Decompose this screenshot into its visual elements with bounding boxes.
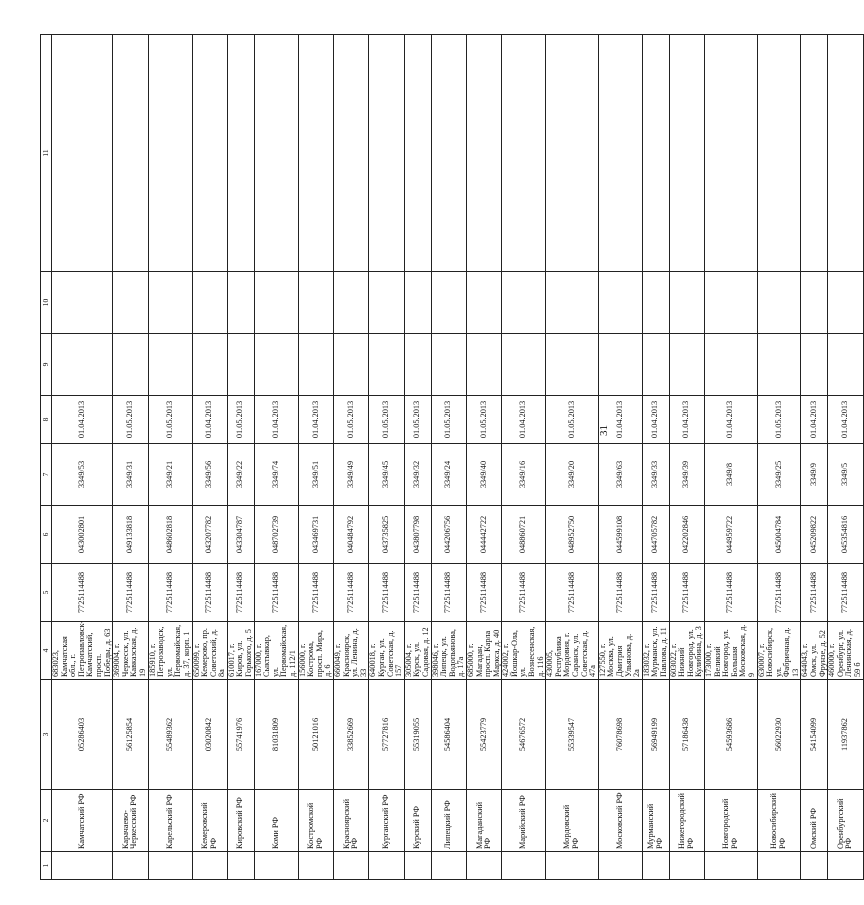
code-cell: 55741976 xyxy=(227,680,254,790)
inn-cell: 7725114488 xyxy=(334,564,369,622)
table-row xyxy=(466,35,501,880)
index-cell xyxy=(227,852,254,880)
account-cell: 3349/56 xyxy=(192,444,227,506)
index-cell xyxy=(298,852,333,880)
empty-cell xyxy=(704,35,757,272)
index-cell xyxy=(113,852,148,880)
address-cell: 630007, г. Новосибирск, ул. Фабричная, д. 13 xyxy=(757,622,801,680)
empty-cell xyxy=(828,272,863,334)
region-cell: Карельский РФ xyxy=(148,790,192,852)
address-cell: 460000, г. Оренбург, ул. Ленинская, д. 59 б xyxy=(828,622,863,680)
empty-cell xyxy=(431,334,466,396)
inn-cell: 7725114488 xyxy=(598,564,642,622)
bik-cell: 044959722 xyxy=(704,506,757,564)
bik-cell: 043469731 xyxy=(298,506,333,564)
code-cell: 57186438 xyxy=(669,680,704,790)
empty-cell xyxy=(192,35,227,272)
index-cell xyxy=(801,852,828,880)
code-cell: 76078698 xyxy=(598,680,642,790)
inn-cell: 7725114488 xyxy=(669,564,704,622)
code-cell: 56125854 xyxy=(113,680,148,790)
region-cell: Липецкий РФ xyxy=(431,790,466,852)
inn-cell: 7725114488 xyxy=(466,564,501,622)
account-cell: 3349/49 xyxy=(334,444,369,506)
account-cell: 3349/31 xyxy=(113,444,148,506)
code-cell: 81031809 xyxy=(254,680,298,790)
region-cell: Кировский РФ xyxy=(227,790,254,852)
date-cell: 01.05.2013 xyxy=(334,396,369,444)
region-cell: Марийский РФ xyxy=(502,790,546,852)
region-cell: Костромской РФ xyxy=(298,790,333,852)
index-cell xyxy=(828,852,863,880)
code-cell: 56022930 xyxy=(757,680,801,790)
region-cell: Новгородский РФ xyxy=(704,790,757,852)
empty-cell xyxy=(598,35,642,272)
code-cell: 05286403 xyxy=(52,680,113,790)
empty-cell xyxy=(298,35,333,272)
bik-cell: 044206756 xyxy=(431,506,466,564)
empty-cell xyxy=(334,334,369,396)
col-header: 1 xyxy=(41,852,52,880)
table-row xyxy=(148,35,192,880)
account-cell: 3349/74 xyxy=(254,444,298,506)
table-row xyxy=(334,35,369,880)
bik-cell: 040484792 xyxy=(334,506,369,564)
inn-cell: 7725114488 xyxy=(801,564,828,622)
col-header: 7 xyxy=(41,444,52,506)
inn-cell: 7725114488 xyxy=(192,564,227,622)
empty-cell xyxy=(113,272,148,334)
account-cell: 3349/63 xyxy=(598,444,642,506)
account-cell: 3349/51 xyxy=(298,444,333,506)
bik-cell: 048860721 xyxy=(502,506,546,564)
empty-cell xyxy=(704,334,757,396)
table-row xyxy=(52,35,113,880)
code-cell: 55489362 xyxy=(148,680,192,790)
address-cell: 610017, г. Киров, ул. Горького, д. 5 xyxy=(227,622,254,680)
empty-cell xyxy=(404,334,431,396)
region-cell: Московский РФ xyxy=(598,790,642,852)
empty-cell xyxy=(52,272,113,334)
empty-cell xyxy=(757,334,801,396)
table-row xyxy=(546,35,599,880)
date-cell: 01.04.2013 xyxy=(502,396,546,444)
empty-cell xyxy=(801,334,828,396)
empty-cell xyxy=(192,334,227,396)
address-cell: 685000, г. Магадан, просп. Карла Маркса, д. 40 xyxy=(466,622,501,680)
index-cell xyxy=(502,852,546,880)
header-row xyxy=(41,35,52,880)
region-cell: Новосибирский РФ xyxy=(757,790,801,852)
empty-cell xyxy=(466,334,501,396)
inn-cell: 7725114488 xyxy=(757,564,801,622)
table-row xyxy=(431,35,466,880)
col-header: 9 xyxy=(41,334,52,396)
region-cell: Оренбургский РФ xyxy=(828,790,863,852)
empty-cell xyxy=(642,272,669,334)
empty-cell xyxy=(828,35,863,272)
address-cell: 430005, Республика Мордовия, г. Саранск, ул. Советская, д. 47а xyxy=(546,622,599,680)
empty-cell xyxy=(598,334,642,396)
code-cell: 33852669 xyxy=(334,680,369,790)
index-cell xyxy=(192,852,227,880)
address-cell: 644043, г. Омск, ул. Фрунзе, д. 52 xyxy=(801,622,828,680)
account-cell: 3349/22 xyxy=(227,444,254,506)
inn-cell: 7725114488 xyxy=(227,564,254,622)
empty-cell xyxy=(298,272,333,334)
inn-cell: 7725114488 xyxy=(546,564,599,622)
account-cell: 3349/25 xyxy=(757,444,801,506)
bik-cell: 043807798 xyxy=(404,506,431,564)
code-cell: 03020842 xyxy=(192,680,227,790)
account-cell: 3349/39 xyxy=(669,444,704,506)
inn-cell: 7725114488 xyxy=(704,564,757,622)
account-cell: 3349/9 xyxy=(801,444,828,506)
index-cell xyxy=(598,852,642,880)
empty-cell xyxy=(431,35,466,272)
index-cell xyxy=(431,852,466,880)
empty-cell xyxy=(334,35,369,272)
empty-cell xyxy=(704,272,757,334)
address-cell: 183032, г. Мурманск, ул. Павлова, д. 11 xyxy=(642,622,669,680)
empty-cell xyxy=(431,272,466,334)
bik-cell: 048602818 xyxy=(148,506,192,564)
col-header: 2 xyxy=(41,790,52,852)
bik-cell: 045354816 xyxy=(828,506,863,564)
region-cell: Магаданский РФ xyxy=(466,790,501,852)
code-cell: 50121016 xyxy=(298,680,333,790)
inn-cell: 7725114488 xyxy=(404,564,431,622)
index-cell xyxy=(148,852,192,880)
col-header: 10 xyxy=(41,272,52,334)
table-row xyxy=(669,35,704,880)
date-cell: 01.04.2013 xyxy=(52,396,113,444)
code-cell: 54593686 xyxy=(704,680,757,790)
empty-cell xyxy=(148,35,192,272)
date-cell: 01.05.2013 xyxy=(369,396,404,444)
index-cell xyxy=(546,852,599,880)
date-cell: 01.04.2013 xyxy=(598,396,642,444)
index-cell xyxy=(334,852,369,880)
bik-cell: 044599108 xyxy=(598,506,642,564)
inn-cell: 7725114488 xyxy=(148,564,192,622)
col-header: 11 xyxy=(41,35,52,272)
date-cell: 01.05.2013 xyxy=(757,396,801,444)
inn-cell: 7725114488 xyxy=(369,564,404,622)
index-cell xyxy=(404,852,431,880)
table-row xyxy=(801,35,828,880)
table-row xyxy=(404,35,431,880)
address-cell: 167000, г. Сыктывкар, ул. Первомайская, д. 112/1 xyxy=(254,622,298,680)
date-cell: 01.04.2013 xyxy=(704,396,757,444)
inn-cell: 7725114488 xyxy=(113,564,148,622)
address-cell: 398046, г. Липецк, ул. Водопьянова, д. 17а xyxy=(431,622,466,680)
code-cell: 54154099 xyxy=(801,680,828,790)
empty-cell xyxy=(598,272,642,334)
empty-cell xyxy=(502,35,546,272)
address-cell: 173000, г. Великий Новгород, ул. Большая Московская, д. 9 xyxy=(704,622,757,680)
page-number: 31 xyxy=(598,425,610,436)
regional-offices-table xyxy=(40,34,864,880)
date-cell: 01.05.2013 xyxy=(227,396,254,444)
inn-cell: 7725114488 xyxy=(298,564,333,622)
empty-cell xyxy=(404,272,431,334)
address-cell: 156000, г. Кострома, просп. Мира, д. 6 xyxy=(298,622,333,680)
date-cell: 01.04.2013 xyxy=(642,396,669,444)
empty-cell xyxy=(227,35,254,272)
table-row xyxy=(369,35,404,880)
date-cell: 01.05.2013 xyxy=(546,396,599,444)
region-cell: Нижегородский РФ xyxy=(669,790,704,852)
table-row xyxy=(598,35,642,880)
region-cell: Омский РФ xyxy=(801,790,828,852)
table-row xyxy=(254,35,298,880)
empty-cell xyxy=(546,272,599,334)
table-row xyxy=(502,35,546,880)
index-cell xyxy=(704,852,757,880)
empty-cell xyxy=(502,272,546,334)
account-cell: 3349/16 xyxy=(502,444,546,506)
address-cell: 650099, г. Кемерово, пр. Советский, д. 8а xyxy=(192,622,227,680)
table-row xyxy=(192,35,227,880)
empty-cell xyxy=(227,334,254,396)
address-cell: 424002, г. Йошкар-Ола, ул. Вознесенская, д. 116 xyxy=(502,622,546,680)
region-cell: Мордовский РФ xyxy=(546,790,599,852)
empty-cell xyxy=(546,35,599,272)
address-cell: 127550, г. Москва, ул. Дмитрия Ульянова, д. 2а xyxy=(598,622,642,680)
region-cell: Курский РФ xyxy=(404,790,431,852)
index-cell xyxy=(254,852,298,880)
empty-cell xyxy=(254,334,298,396)
bik-cell: 049133818 xyxy=(113,506,148,564)
address-cell: 603022, г. Нижний Новгород, ул. Кулибина, д. 3 xyxy=(669,622,704,680)
date-cell: 01.04.2013 xyxy=(828,396,863,444)
empty-cell xyxy=(254,35,298,272)
empty-cell xyxy=(757,272,801,334)
index-cell xyxy=(669,852,704,880)
date-cell: 01.05.2013 xyxy=(404,396,431,444)
address-cell: 683023, Камчатская обл., г. Петропавловск-Камчатский, просп. Победы, д. 63 xyxy=(52,622,113,680)
empty-cell xyxy=(466,35,501,272)
code-cell: 55319055 xyxy=(404,680,431,790)
date-cell: 01.05.2013 xyxy=(466,396,501,444)
region-cell: Карачаево-Черкесский РФ xyxy=(113,790,148,852)
inn-cell: 7725114488 xyxy=(828,564,863,622)
inn-cell: 7725114488 xyxy=(52,564,113,622)
empty-cell xyxy=(52,334,113,396)
empty-cell xyxy=(642,35,669,272)
account-cell: 3349/45 xyxy=(369,444,404,506)
bik-cell: 043735825 xyxy=(369,506,404,564)
empty-cell xyxy=(546,334,599,396)
account-cell: 3349/32 xyxy=(404,444,431,506)
empty-cell xyxy=(113,35,148,272)
bik-cell: 048952750 xyxy=(546,506,599,564)
address-cell: 185910, г. Петрозаводск, ул. Первомайская, д. 37, корп. 1 xyxy=(148,622,192,680)
bik-cell: 043207782 xyxy=(192,506,227,564)
bik-cell: 044705782 xyxy=(642,506,669,564)
code-cell: 55423779 xyxy=(466,680,501,790)
region-cell: Кемеровский РФ xyxy=(192,790,227,852)
empty-cell xyxy=(757,35,801,272)
code-cell: 54586404 xyxy=(431,680,466,790)
index-cell xyxy=(757,852,801,880)
account-cell: 3349/53 xyxy=(52,444,113,506)
inn-cell: 7725114488 xyxy=(254,564,298,622)
account-cell: 3349/20 xyxy=(546,444,599,506)
bik-cell: 044442722 xyxy=(466,506,501,564)
region-cell: Камчатский РФ xyxy=(52,790,113,852)
table-row xyxy=(113,35,148,880)
bik-cell: 043002801 xyxy=(52,506,113,564)
rotated-table-container xyxy=(40,35,863,880)
date-cell: 01.05.2013 xyxy=(148,396,192,444)
region-cell: Красноярский РФ xyxy=(334,790,369,852)
date-cell: 01.04.2013 xyxy=(669,396,704,444)
index-cell xyxy=(369,852,404,880)
col-header: 4 xyxy=(41,622,52,680)
date-cell: 01.05.2013 xyxy=(431,396,466,444)
account-cell: 3349/5 xyxy=(828,444,863,506)
empty-cell xyxy=(801,272,828,334)
code-cell: 11937862 xyxy=(828,680,863,790)
table-body xyxy=(52,35,864,880)
address-cell: 369004, г. Черкесск, ул. Кавказская, д. 19 xyxy=(113,622,148,680)
empty-cell xyxy=(828,334,863,396)
date-cell: 01.04.2013 xyxy=(298,396,333,444)
empty-cell xyxy=(113,334,148,396)
col-header: 5 xyxy=(41,564,52,622)
empty-cell xyxy=(148,272,192,334)
account-cell: 3349/33 xyxy=(642,444,669,506)
empty-cell xyxy=(227,272,254,334)
bik-cell: 042202846 xyxy=(669,506,704,564)
date-cell: 01.05.2013 xyxy=(113,396,148,444)
index-cell xyxy=(52,852,113,880)
table-row xyxy=(704,35,757,880)
inn-cell: 7725114488 xyxy=(502,564,546,622)
account-cell: 3349/40 xyxy=(466,444,501,506)
bik-cell: 045209822 xyxy=(801,506,828,564)
col-header: 8 xyxy=(41,396,52,444)
bik-cell: 043304787 xyxy=(227,506,254,564)
account-cell: 3349/24 xyxy=(431,444,466,506)
col-header: 6 xyxy=(41,506,52,564)
empty-cell xyxy=(369,334,404,396)
col-header: 3 xyxy=(41,680,52,790)
empty-cell xyxy=(466,272,501,334)
empty-cell xyxy=(192,272,227,334)
empty-cell xyxy=(502,334,546,396)
empty-cell xyxy=(801,35,828,272)
table-row xyxy=(227,35,254,880)
date-cell: 01.04.2013 xyxy=(254,396,298,444)
bik-cell: 048702739 xyxy=(254,506,298,564)
account-cell: 3349/8 xyxy=(704,444,757,506)
empty-cell xyxy=(669,272,704,334)
empty-cell xyxy=(254,272,298,334)
empty-cell xyxy=(369,272,404,334)
bik-cell: 045004784 xyxy=(757,506,801,564)
address-cell: 660049, г. Красноярск, ул. Ленина, д. 33 xyxy=(334,622,369,680)
inn-cell: 7725114488 xyxy=(431,564,466,622)
inn-cell: 7725114488 xyxy=(642,564,669,622)
table-row xyxy=(757,35,801,880)
empty-cell xyxy=(669,334,704,396)
account-cell: 3349/21 xyxy=(148,444,192,506)
index-cell xyxy=(466,852,501,880)
table-row xyxy=(828,35,863,880)
address-cell: 640018, г. Курган, ул. Советская, д. 157 xyxy=(369,622,404,680)
code-cell: 55339547 xyxy=(546,680,599,790)
empty-cell xyxy=(404,35,431,272)
empty-cell xyxy=(669,35,704,272)
code-cell: 57727816 xyxy=(369,680,404,790)
date-cell: 01.04.2013 xyxy=(192,396,227,444)
code-cell: 54676572 xyxy=(502,680,546,790)
empty-cell xyxy=(334,272,369,334)
address-cell: 305004, г. Курск, ул. Садовая, д. 12 xyxy=(404,622,431,680)
empty-cell xyxy=(52,35,113,272)
region-cell: Мурманский РФ xyxy=(642,790,669,852)
empty-cell xyxy=(642,334,669,396)
date-cell: 01.04.2013 xyxy=(801,396,828,444)
code-cell: 56949199 xyxy=(642,680,669,790)
region-cell: Коми РФ xyxy=(254,790,298,852)
empty-cell xyxy=(369,35,404,272)
region-cell: Курганский РФ xyxy=(369,790,404,852)
empty-cell xyxy=(148,334,192,396)
table-row xyxy=(642,35,669,880)
table-row xyxy=(298,35,333,880)
index-cell xyxy=(642,852,669,880)
empty-cell xyxy=(298,334,333,396)
